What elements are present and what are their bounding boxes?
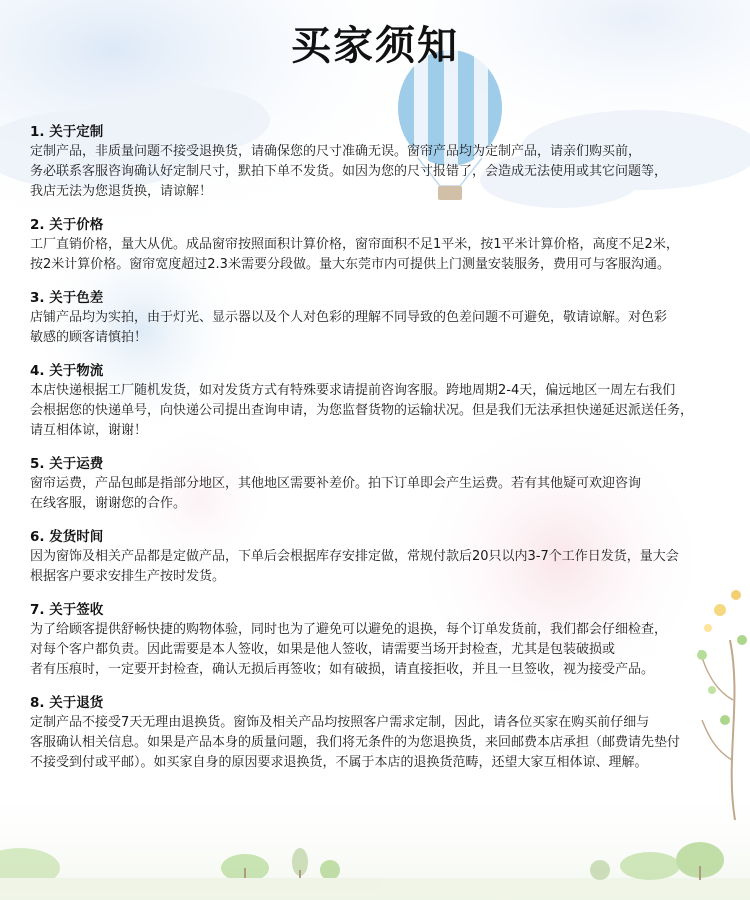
section-text: 工厂直销价格，量大从优。成品窗帘按照面积计算价格，窗帘面积不足1平米，按1平米计算价格，高度不足2米， — [30, 237, 679, 252]
page-title: 买家须知 — [291, 23, 459, 69]
section-shipping-fee — [30, 454, 740, 514]
section-text: 者有压痕时，一定要开封检查，确认无损后再签收；如有破损，请直接拒收，并且一旦签收，视为接受产品。 — [30, 662, 655, 677]
section-text: 定制产品，非质量问题不接受退换货，请确保您的尺寸准确无误。窗帘产品均为定制产品，请亲们购买前， — [30, 144, 642, 159]
section-heading: 2. 关于价格 — [30, 217, 104, 233]
section-heading: 7. 关于签收 — [30, 602, 104, 618]
section-text: 因为窗饰及相关产品都是定做产品，下单后会根据库存安排定做，常规付款后20只以内3-7个工作日发货，量大会 — [30, 549, 679, 564]
section-heading: 4. 关于物流 — [30, 363, 104, 379]
section-text: 在线客服，谢谢您的合作。 — [30, 496, 187, 511]
section-signing — [30, 600, 740, 680]
section-text: 务必联系客服咨询确认好定制尺寸，默拍下单不发货。如因为您的尺寸报错了，会造成无法使用或其它问题等， — [30, 164, 668, 179]
section-text: 定制产品不接受7天无理由退换货。窗饰及相关产品均按照客户需求定制，因此，请各位买家在购买前仔细与 — [30, 715, 650, 730]
section-text: 会根据您的快递单号，向快递公司提出查询申请，为您监督货物的运输状况。但是我们无法承担快递延迟派送任务， — [30, 403, 694, 418]
section-text: 店铺产品均为实拍，由于灯光、显示器以及个人对色彩的理解不同导致的色差问题不可避免，敬请谅解。对色彩 — [30, 310, 668, 325]
section-heading: 5. 关于运费 — [30, 456, 104, 472]
section-heading: 1. 关于定制 — [30, 124, 104, 140]
section-text: 客服确认相关信息。如果是产品本身的质量问题，我们将无条件的为您退换货，来回邮费本店承担（邮费请先垫付 — [30, 735, 681, 750]
section-heading: 6. 发货时间 — [30, 529, 104, 545]
section-color-difference — [30, 288, 740, 348]
section-text: 为了给顾客提供舒畅快捷的购物体验，同时也为了避免可以避免的退换，每个订单发货前，我们都会仔细检查， — [30, 622, 668, 637]
section-logistics — [30, 361, 740, 441]
section-text: 窗帘运费，产品包邮是指部分地区，其他地区需要补差价。拍下订单即会产生运费。若有其他疑可欢迎咨询 — [30, 476, 642, 491]
section-delivery-time — [30, 527, 740, 587]
section-custom — [30, 122, 740, 202]
section-heading: 8. 关于退货 — [30, 695, 104, 711]
section-text: 对每个客户都负责。因此需要是本人签收，如果是他人签收，请需要当场开封检查，尤其是包装破损或 — [30, 642, 616, 657]
section-text: 本店快递根据工厂随机发货，如对发货方式有特殊要求请提前咨询客服。跨地周期2-4天，偏远地区一周左右我们 — [30, 383, 676, 398]
notice-content — [30, 122, 740, 773]
section-text: 根据客户要求安排生产按时发货。 — [30, 569, 226, 584]
section-text: 不接受到付或平邮）。如买家自身的原因要求退换货，不属于本店的退换货范畴，还望大家互相体谅、理解。 — [30, 755, 648, 770]
section-text: 按2米计算价格。窗帘宽度超过2.3米需要分段做。量大东莞市内可提供上门测量安装服务，费用可与客服沟通。 — [30, 257, 670, 272]
section-text: 请互相体谅，谢谢！ — [30, 423, 148, 438]
section-returns — [30, 693, 740, 773]
section-heading: 3. 关于色差 — [30, 290, 104, 306]
section-text: 我店无法为您退货换，请谅解！ — [30, 184, 213, 199]
section-text: 敏感的顾客请慎拍！ — [30, 330, 148, 345]
section-price — [30, 215, 740, 275]
